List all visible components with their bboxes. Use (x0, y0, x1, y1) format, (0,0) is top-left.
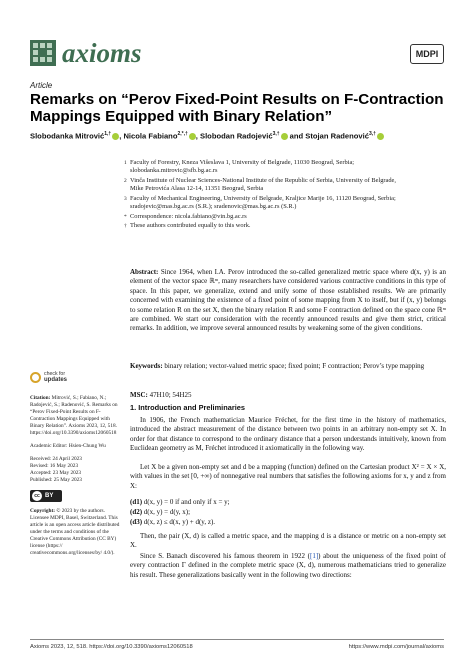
author-name[interactable]: Slobodan Radojević (200, 131, 273, 141)
orcid-icon[interactable] (189, 133, 196, 140)
journal-header (30, 40, 444, 70)
keywords-label: Keywords: (130, 362, 163, 370)
keywords (130, 362, 446, 371)
msc-text: 47H10; 54H25 (149, 391, 192, 399)
affiliation: 3 Faculty of Mechanical Engineering, University of Belgrade, Kraljice Marije 16, 11120 Beograd, Serbia; sradojevic@mas.bg.ac.rs (S.R.); sradenovic@mas.bg.ac.rs (S.R.) (124, 195, 396, 211)
copyright-notice: Copyright: © 2023 by the authors. Licensee MDPI, Basel, Switzerland. This article is an open access article distributed under the terms and conditions of the Creative Commons Attribution (CC BY) license (https:// creativecommons.org/licenses/by/ 4.0/). (30, 508, 120, 556)
author-name[interactable]: Nicola Fabiano (123, 131, 178, 141)
article-title: Remarks on “Perov Fixed-Point Results on F-Contraction Mappings Equipped with Binary Relation” (30, 91, 444, 125)
author-name[interactable]: Slobodanka Mitrović (30, 131, 105, 141)
footer-journal-link[interactable]: https://www.mdpi.com/journal/axioms (348, 644, 444, 650)
author-affil-mark: 1,† (104, 131, 112, 137)
article-type: Article (30, 81, 53, 90)
axiom-d1: (d1) d(x, y) = 0 if and only if x = y; (130, 498, 230, 506)
paragraph: In 1906, the French mathematician Maurice Fréchet, for the first time in the history of mathematics, introduced the abstract measurement of the distance between two points in an arbitrary non-empty set X. In order for that distance to correspond to the ordinary distance that a person understands intuitively, known from Euclidean geometry as M, Fréchet introduced it axiomatically in the following way. (130, 416, 446, 453)
section-heading: 1. Introduction and Preliminaries (130, 403, 245, 412)
axiom-d2: (d2) d(x, y) = d(y, x); (130, 508, 191, 516)
check-for-updates-button[interactable]: check for updates (30, 371, 110, 389)
axiom-d3: (d3) d(x, z) ≤ d(x, y) + d(y, z). (130, 518, 216, 526)
orcid-icon[interactable] (377, 133, 384, 140)
keywords-text: binary relation; vector-valued metric space; fixed point; F contraction; Perov’s type mapping (164, 362, 425, 370)
citation-block: Citation: Mitrović, S.; Fabiano, N.; Radojević, S.; Radenović, S. Remarks on “Perov Fixed-Point Results on F-Contraction Mappings Equipped with Binary Relation”. Axioms 2023, 12, 518. https://doi.org/10.3390/axioms12060518 (30, 395, 118, 436)
article-sidebar (30, 395, 122, 563)
publication-dates: Received: 24 April 2023 Revised: 16 May 2023 Accepted: 23 May 2023 Published: 25 May 2023 (30, 456, 82, 483)
paragraph: Let X be a given non-empty set and d be a mapping (function) defined on the Cartesian product X² = X × X, with values in the set [0, +∞) of nonnegative real numbers that satisfies the following axioms for x, y and z from X: (130, 463, 446, 490)
author-list: Slobodanka Mitrović$^{1,\dagger}$ , Nicola Fabiano$^{2,*,\dagger}$ , Slobodan Radojević$^{3,\dagger}$ and Stojan Radenović$^{3,\dagger}$ (30, 131, 450, 141)
abstract-label: Abstract: (130, 268, 159, 276)
cc-by-license-icon[interactable]: cc BY (30, 490, 62, 502)
paragraph: Since S. Banach discovered his famous theorem in 1922 ([1]) about the uniqueness of the fixed point of every contraction Γ defined in the complete metric space (X, d), numerous mathematicians tried to generalize his result. These generalizations basically went in the following two directions: (130, 552, 447, 579)
msc-label: MSC: (130, 391, 148, 399)
paragraph: Then, the pair (X, d) is called a metric space, and the mapping d is a distance or metric on a non-empty set X. (130, 532, 446, 550)
author-affil-mark: 3,† (368, 131, 376, 137)
publisher-logo: MDPI (410, 44, 444, 64)
author-affil-mark: 2,*,† (177, 131, 188, 137)
affiliation: 1 Faculty of Forestry, Kneza Višeslava 1, University of Belgrade, 11030 Beograd, Serbia; slobodanka.mitrovic@sfb.bg.ac.rs (124, 159, 355, 175)
academic-editor: Academic Editor: Hsien-Chung Wu (30, 443, 106, 449)
orcid-icon[interactable] (281, 133, 288, 140)
equal-contribution-note: † These authors contributed equally to this work. (124, 222, 251, 229)
citation-link[interactable]: [1] (309, 552, 319, 560)
author-name[interactable]: Stojan Radenović (305, 131, 369, 141)
abstract-text: Since 1964, when I.A. Perov introduced the so-called generalized metric space where d(x, y) is an element of the vector space ℝᵐ, many researchers have considered various contractive conditions in this type of space. In this paper, we generalize, extend and unify some of those established results. We are primarily concerned with examining the existence of a fixed point of some mapping from X to itself, but if (x, y) belongs to some relation R on the set X, then the binary relation R and some F contraction defined on the space cone ℝᵐ are combined. We start our consideration with the recently announced results and give them strict, critical remarks. In addition, we improve several announced results by weakening some of the given conditions. (130, 268, 446, 333)
orcid-icon[interactable] (112, 133, 119, 140)
abstract (130, 268, 446, 334)
check-updates-icon (30, 372, 41, 383)
author-affil-mark: 3,† (272, 131, 280, 137)
footer-divider (30, 639, 444, 640)
msc-codes (130, 391, 191, 399)
footer-citation[interactable]: Axioms 2023, 12, 518. https://doi.org/10.3390/axioms12060518 (30, 644, 193, 650)
journal-logo-icon (30, 40, 56, 66)
journal-name: axioms (62, 38, 142, 68)
affiliation: 2 Vinča Institute of Nuclear Sciences-National Institute of the Republic of Serbia, University of Belgrade, Mike Petrovića Alasa 12-14, 11351 Beograd, Serbia (124, 177, 396, 193)
correspondence: * Correspondence: nicola.fabiano@vin.bg.ac.rs (124, 213, 247, 220)
